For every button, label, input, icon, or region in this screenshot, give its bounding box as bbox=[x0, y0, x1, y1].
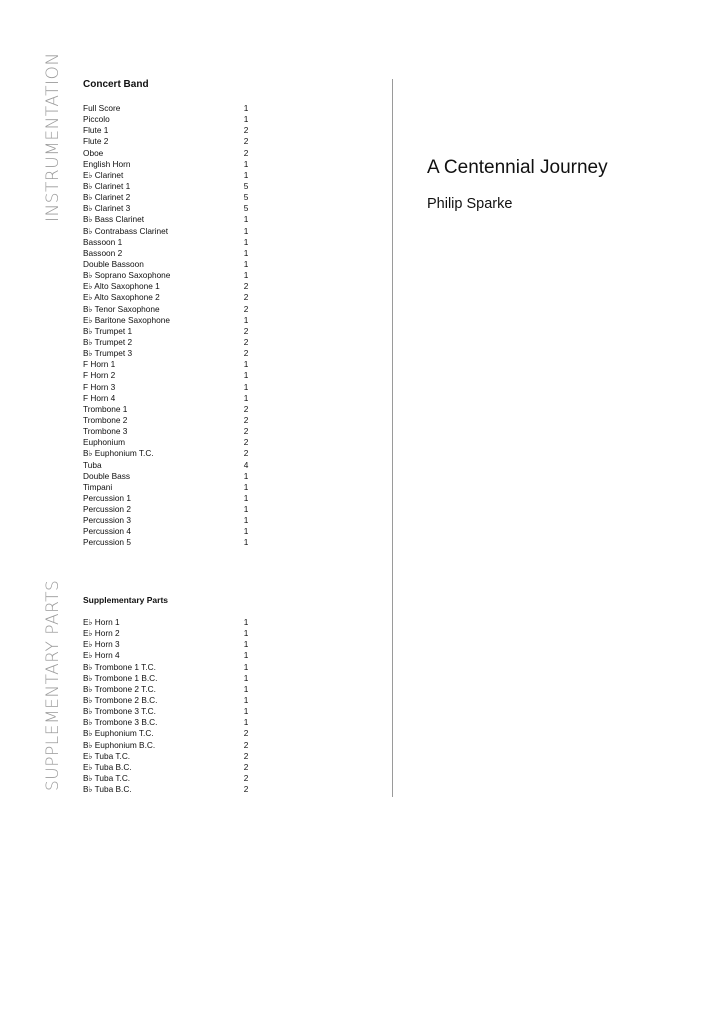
part-quantity: 2 bbox=[243, 136, 249, 147]
part-quantity: 4 bbox=[243, 459, 249, 470]
part-name: B♭ Euphonium T.C. bbox=[83, 448, 154, 459]
part-quantity: 1 bbox=[243, 370, 249, 381]
part-name: B♭ Clarinet 3 bbox=[83, 203, 131, 214]
part-row bbox=[83, 125, 253, 136]
part-quantity: 2 bbox=[243, 414, 249, 425]
part-row bbox=[83, 695, 253, 706]
part-row bbox=[83, 393, 253, 404]
part-name: B♭ Trumpet 1 bbox=[83, 325, 133, 336]
part-row bbox=[83, 114, 253, 125]
part-name: B♭ Clarinet 2 bbox=[83, 192, 131, 203]
part-name: Double Bass bbox=[83, 470, 131, 481]
part-row bbox=[83, 706, 253, 717]
part-quantity: 1 bbox=[243, 359, 249, 370]
part-row bbox=[83, 493, 253, 504]
supplementary-parts-side-label: SUPPLEMENTARY PARTS bbox=[43, 579, 63, 791]
part-name: Bassoon 1 bbox=[83, 236, 123, 247]
part-quantity: 1 bbox=[243, 314, 249, 325]
part-row bbox=[83, 471, 253, 482]
part-row bbox=[83, 348, 253, 359]
part-quantity: 1 bbox=[243, 114, 249, 125]
part-name: Percussion 2 bbox=[83, 504, 131, 515]
part-quantity: 5 bbox=[243, 192, 249, 203]
part-quantity: 1 bbox=[243, 103, 249, 113]
part-name: Flute 1 bbox=[83, 125, 109, 136]
part-quantity: 1 bbox=[243, 381, 249, 392]
part-name: B♭ Trumpet 3 bbox=[83, 348, 133, 359]
part-name: B♭ Trumpet 2 bbox=[83, 336, 133, 347]
part-quantity: 2 bbox=[243, 784, 249, 795]
part-name: Euphonium bbox=[83, 437, 125, 448]
part-row bbox=[83, 337, 253, 348]
part-row bbox=[83, 673, 253, 684]
part-quantity: 1 bbox=[243, 683, 249, 694]
part-quantity: 2 bbox=[243, 772, 249, 783]
part-name: B♭ Trombone 2 B.C. bbox=[83, 694, 158, 705]
part-row bbox=[83, 382, 253, 393]
part-row bbox=[83, 370, 253, 381]
part-quantity: 1 bbox=[243, 470, 249, 481]
part-row bbox=[83, 359, 253, 370]
part-row bbox=[83, 170, 253, 181]
part-name: Percussion 1 bbox=[83, 492, 131, 503]
part-row bbox=[83, 448, 253, 459]
part-name: E♭ Alto Saxophone 1 bbox=[83, 281, 160, 292]
part-name: Piccolo bbox=[83, 114, 110, 125]
part-name: B♭ Tuba T.C. bbox=[83, 772, 131, 783]
part-name: Trombone 2 bbox=[83, 414, 128, 425]
part-name: Bassoon 2 bbox=[83, 247, 123, 258]
concert-band-heading: Concert Band bbox=[83, 79, 149, 90]
part-name: F Horn 3 bbox=[83, 381, 116, 392]
part-name: B♭ Bass Clarinet bbox=[83, 214, 145, 225]
part-row bbox=[83, 728, 253, 739]
part-name: B♭ Trombone 2 T.C. bbox=[83, 683, 156, 694]
part-row bbox=[83, 248, 253, 259]
part-row bbox=[83, 292, 253, 303]
part-row bbox=[83, 281, 253, 292]
part-quantity: 2 bbox=[243, 750, 249, 761]
part-name: B♭ Euphonium T.C. bbox=[83, 728, 154, 739]
instrumentation-side-label: INSTRUMENTATION bbox=[43, 52, 63, 222]
part-row bbox=[83, 751, 253, 762]
part-quantity: 1 bbox=[243, 270, 249, 281]
part-row bbox=[83, 650, 253, 661]
part-quantity: 1 bbox=[243, 717, 249, 728]
part-row bbox=[83, 684, 253, 695]
part-quantity: 2 bbox=[243, 437, 249, 448]
part-row bbox=[83, 426, 253, 437]
part-quantity: 2 bbox=[243, 728, 249, 739]
part-name: B♭ Trombone 3 T.C. bbox=[83, 706, 156, 717]
part-name: B♭ Contrabass Clarinet bbox=[83, 225, 169, 236]
part-quantity: 1 bbox=[243, 504, 249, 515]
part-name: F Horn 1 bbox=[83, 359, 116, 370]
part-name: Percussion 5 bbox=[83, 537, 131, 548]
part-quantity: 1 bbox=[243, 236, 249, 247]
part-quantity: 2 bbox=[243, 147, 249, 158]
piece-title: A Centennial Journey bbox=[427, 157, 608, 178]
part-quantity: 2 bbox=[243, 125, 249, 136]
part-quantity: 1 bbox=[243, 158, 249, 169]
part-name: E♭ Baritone Saxophone bbox=[83, 314, 170, 325]
part-name: Tuba bbox=[83, 459, 102, 470]
part-quantity: 2 bbox=[243, 739, 249, 750]
part-row bbox=[83, 203, 253, 214]
part-row bbox=[83, 226, 253, 237]
part-name: E♭ Horn 1 bbox=[83, 617, 120, 627]
part-row bbox=[83, 148, 253, 159]
part-quantity: 1 bbox=[243, 706, 249, 717]
part-name: B♭ Clarinet 1 bbox=[83, 180, 131, 191]
part-name: Trombone 3 bbox=[83, 426, 128, 437]
concert-band-parts-list bbox=[83, 103, 253, 549]
part-quantity: 2 bbox=[243, 292, 249, 303]
part-name: B♭ Trombone 1 T.C. bbox=[83, 661, 156, 672]
part-name: Timpani bbox=[83, 481, 113, 492]
part-name: Flute 2 bbox=[83, 136, 109, 147]
part-quantity: 2 bbox=[243, 281, 249, 292]
part-name: E♭ Clarinet bbox=[83, 169, 124, 180]
part-quantity: 1 bbox=[243, 650, 249, 661]
part-name: B♭ Trombone 1 B.C. bbox=[83, 672, 158, 683]
part-quantity: 5 bbox=[243, 180, 249, 191]
part-quantity: 1 bbox=[243, 639, 249, 650]
part-row bbox=[83, 617, 253, 628]
part-quantity: 2 bbox=[243, 448, 249, 459]
part-quantity: 1 bbox=[243, 537, 249, 548]
part-quantity: 1 bbox=[243, 492, 249, 503]
supplementary-parts-list bbox=[83, 617, 253, 795]
part-name: Oboe bbox=[83, 147, 104, 158]
part-name: F Horn 4 bbox=[83, 392, 116, 403]
part-row bbox=[83, 270, 253, 281]
part-quantity: 2 bbox=[243, 761, 249, 772]
part-row bbox=[83, 304, 253, 315]
part-row bbox=[83, 159, 253, 170]
part-row bbox=[83, 181, 253, 192]
part-name: Double Bassoon bbox=[83, 258, 144, 269]
part-name: Percussion 4 bbox=[83, 526, 131, 537]
part-row bbox=[83, 214, 253, 225]
part-row bbox=[83, 404, 253, 415]
part-row bbox=[83, 237, 253, 248]
part-quantity: 1 bbox=[243, 214, 249, 225]
part-quantity: 2 bbox=[243, 336, 249, 347]
part-name: B♭ Soprano Saxophone bbox=[83, 270, 171, 281]
part-row bbox=[83, 717, 253, 728]
part-row bbox=[83, 784, 253, 795]
part-quantity: 1 bbox=[243, 617, 249, 627]
part-name: Trombone 1 bbox=[83, 403, 128, 414]
part-row bbox=[83, 662, 253, 673]
part-row bbox=[83, 415, 253, 426]
part-quantity: 1 bbox=[243, 628, 249, 639]
part-name: E♭ Tuba B.C. bbox=[83, 761, 132, 772]
part-name: E♭ Horn 2 bbox=[83, 628, 120, 639]
part-quantity: 1 bbox=[243, 169, 249, 180]
part-row bbox=[83, 639, 253, 650]
part-quantity: 1 bbox=[243, 694, 249, 705]
part-row bbox=[83, 504, 253, 515]
part-quantity: 1 bbox=[243, 392, 249, 403]
part-row bbox=[83, 628, 253, 639]
part-name: F Horn 2 bbox=[83, 370, 116, 381]
part-name: Percussion 3 bbox=[83, 515, 131, 526]
part-row bbox=[83, 192, 253, 203]
part-quantity: 1 bbox=[243, 515, 249, 526]
part-row bbox=[83, 437, 253, 448]
part-row bbox=[83, 515, 253, 526]
part-row bbox=[83, 773, 253, 784]
part-quantity: 2 bbox=[243, 403, 249, 414]
part-name: English Horn bbox=[83, 158, 131, 169]
part-row bbox=[83, 326, 253, 337]
part-quantity: 2 bbox=[243, 303, 249, 314]
part-quantity: 1 bbox=[243, 526, 249, 537]
part-row bbox=[83, 537, 253, 548]
part-quantity: 2 bbox=[243, 348, 249, 359]
part-name: Full Score bbox=[83, 103, 121, 113]
part-name: B♭ Trombone 3 B.C. bbox=[83, 717, 158, 728]
part-name: E♭ Horn 3 bbox=[83, 639, 120, 650]
supplementary-parts-heading: Supplementary Parts bbox=[83, 595, 169, 605]
composer-name: Philip Sparke bbox=[427, 196, 513, 212]
part-name: E♭ Tuba T.C. bbox=[83, 750, 131, 761]
part-row bbox=[83, 136, 253, 147]
part-quantity: 2 bbox=[243, 426, 249, 437]
part-quantity: 1 bbox=[243, 661, 249, 672]
part-quantity: 1 bbox=[243, 258, 249, 269]
part-quantity: 2 bbox=[243, 325, 249, 336]
part-row bbox=[83, 103, 253, 114]
part-name: E♭ Alto Saxophone 2 bbox=[83, 292, 160, 303]
part-row bbox=[83, 526, 253, 537]
part-row bbox=[83, 315, 253, 326]
part-row bbox=[83, 259, 253, 270]
vertical-divider bbox=[392, 79, 393, 797]
part-name: B♭ Tuba B.C. bbox=[83, 784, 132, 795]
part-quantity: 1 bbox=[243, 225, 249, 236]
part-quantity: 5 bbox=[243, 203, 249, 214]
part-quantity: 1 bbox=[243, 481, 249, 492]
part-row bbox=[83, 482, 253, 493]
part-name: B♭ Euphonium B.C. bbox=[83, 739, 156, 750]
part-row bbox=[83, 740, 253, 751]
part-row bbox=[83, 460, 253, 471]
part-row bbox=[83, 762, 253, 773]
part-name: E♭ Horn 4 bbox=[83, 650, 120, 661]
part-quantity: 1 bbox=[243, 247, 249, 258]
part-name: B♭ Tenor Saxophone bbox=[83, 303, 160, 314]
part-quantity: 1 bbox=[243, 672, 249, 683]
